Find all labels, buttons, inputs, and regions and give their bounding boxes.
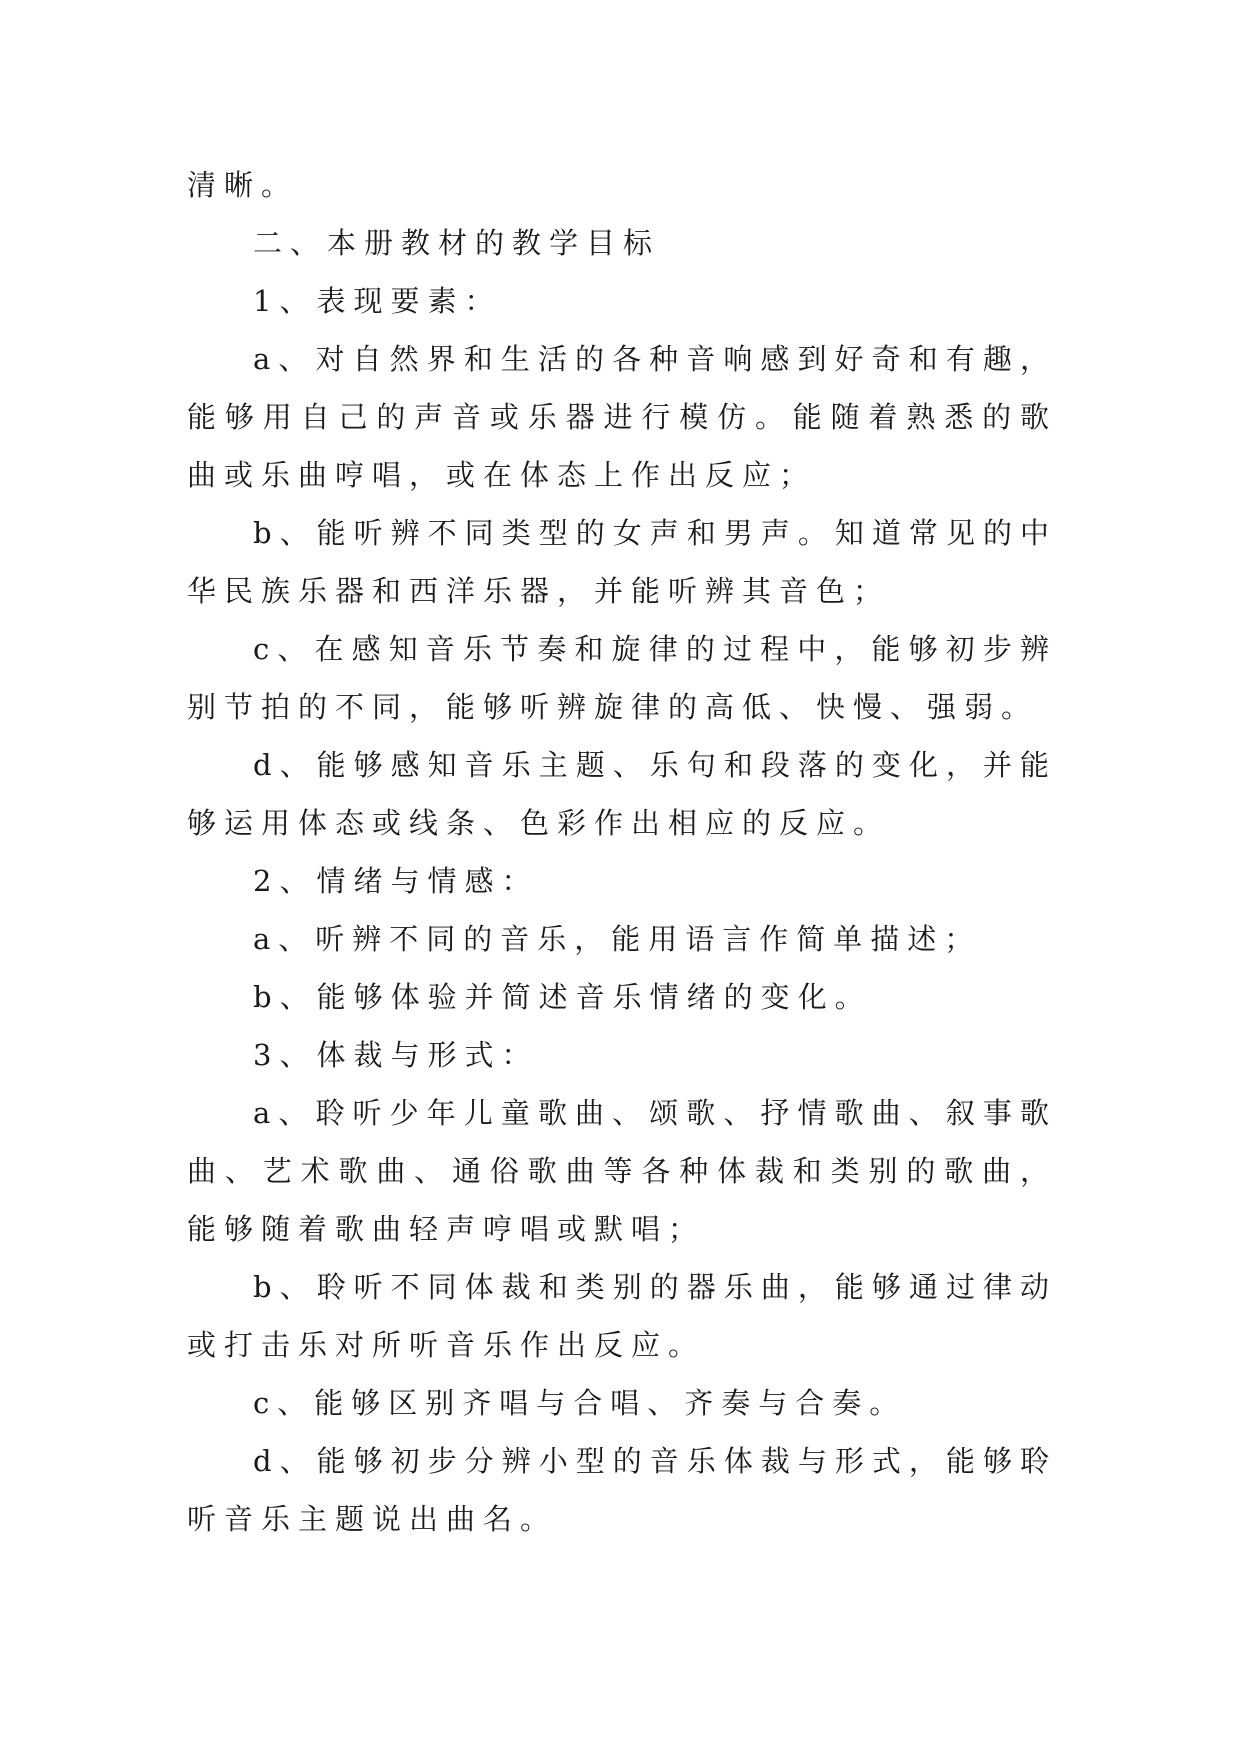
section-heading-teaching-goals: 二、本册教材的教学目标	[253, 226, 661, 260]
paragraph-item-1b: b、能听辨不同类型的女声和男声。知道常见的中华民族乐器和西洋乐器，并能听辨其音色；	[187, 516, 1057, 608]
paragraph-item-1a: a、对自然界和生活的各种音响感到好奇和有趣，能够用自己的声音或乐器进行模仿。能随着熟悉的歌曲或乐曲哼唱，或在体态上作出反应；	[187, 342, 1057, 492]
paragraph-item-3b: b、聆听不同体裁和类别的器乐曲，能够通过律动或打击乐对所听音乐作出反应。	[187, 1270, 1057, 1362]
paragraph-continuation: 清晰。	[187, 168, 299, 202]
document-body	[187, 156, 1057, 1548]
paragraph-item-1c: c、在感知音乐节奏和旋律的过程中，能够初步辨别节拍的不同，能够听辨旋律的高低、快慢、强弱。	[187, 632, 1057, 724]
subheading-performance-elements: 1、表现要素：	[253, 284, 502, 318]
paragraph-item-3d: d、能够初步分辨小型的音乐体裁与形式，能够聆听音乐主题说出曲名。	[187, 1444, 1057, 1536]
subheading-genre-form: 3、体裁与形式：	[253, 1038, 539, 1072]
paragraph-item-2a: a、听辨不同的音乐，能用语言作简单描述；	[253, 922, 982, 956]
subheading-emotion: 2、情绪与情感：	[253, 864, 539, 898]
paragraph-item-1d: d、能够感知音乐主题、乐句和段落的变化，并能够运用体态或线条、色彩作出相应的反应。	[187, 748, 1057, 840]
paragraph-item-2b: b、能够体验并简述音乐情绪的变化。	[253, 980, 872, 1014]
paragraph-item-3a: a、聆听少年儿童歌曲、颂歌、抒情歌曲、叙事歌曲、艺术歌曲、通俗歌曲等各种体裁和类别的歌曲，能够随着歌曲轻声哼唱或默唱；	[187, 1096, 1057, 1246]
paragraph-item-3c: c、能够区别齐唱与合唱、齐奏与合奏。	[253, 1386, 907, 1420]
